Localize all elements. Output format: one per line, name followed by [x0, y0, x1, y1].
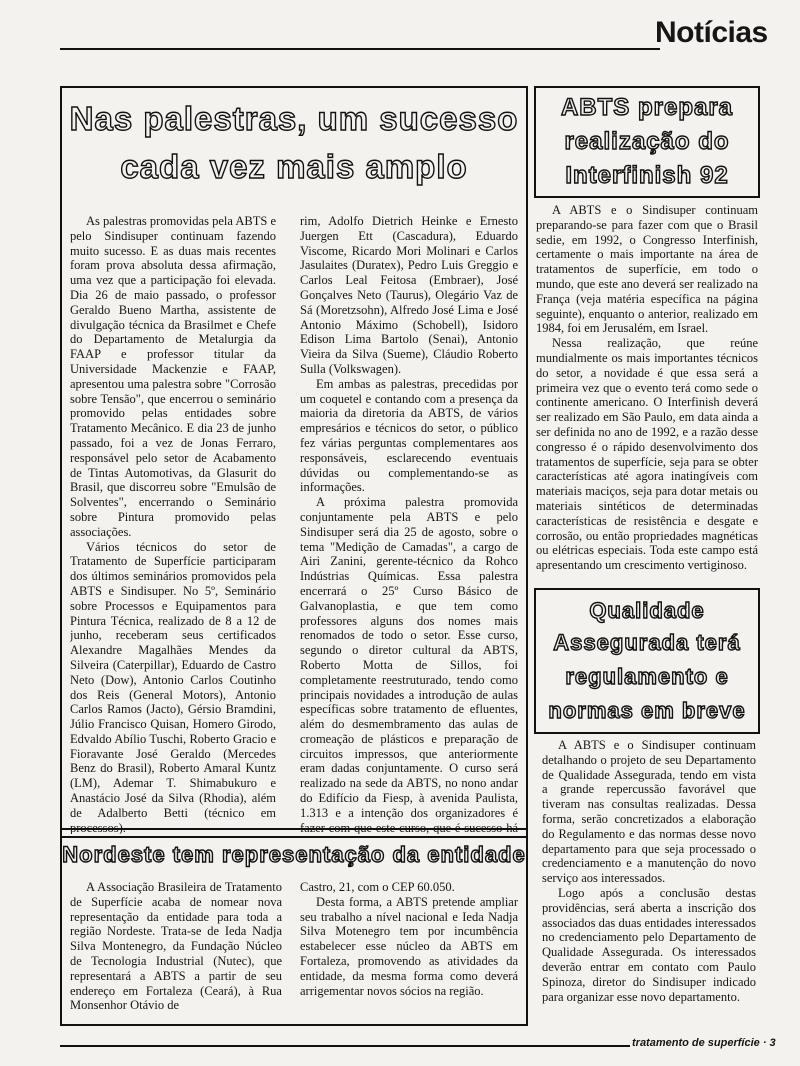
paragraph: Desta forma, a ABTS pretende ampliar seu trabalho a nível nacional e Ieda Nadja Silva Motenegro tem por incumbência estabelecer esse núcleo da ABTS em Fortaleza, promovendo as atividades da entidade, da mesma forma como deverá arrigementar novos sócios na região. — [300, 894, 518, 998]
palestras-title-line2: cada vez mais amplo — [120, 148, 468, 185]
interfinish-title-line3: Interfinish 92 — [565, 162, 729, 189]
interfinish-title-line2: realização do — [564, 128, 730, 155]
qualidade-title-line2: Assegurada terá — [553, 630, 741, 655]
qualidade-body — [542, 738, 756, 1028]
nordeste-title: Nordeste tem representação da entidade — [62, 842, 526, 867]
nordeste-column-2 — [300, 880, 518, 1020]
paragraph: Em ambas as palestras, precedidas por um coquetel e contando com a presença da maioria da diretoria da ABTS, de vários empresários e técnicos do setor, o público fez várias perguntas complementares aos responsáveis, esclarecendo eventuais dúvidas ou complementando-se as informações. — [300, 376, 518, 495]
paragraph: As palestras promovidas pela ABTS e pelo Sindisuper continuam fazendo muito sucesso. E as duas mais recentes foram prova absoluta dessa afirmação, uma vez que a participação foi elevada. Dia 26 de maio passado, o professor Geraldo Bueno Martha, assistente de divulgação técnica da Brasilmet e Chefe do Departamento de Metalurgia da FAAP e professor titular da Universidade Mackenzie e FAAP, apresentou uma palestra sobre "Corrosão sobre Tensão", que encerrou o seminário promovido pelas entidades sobre Tratamento Mecânico. E dia 23 de junho passado, foi a vez de Jonas Ferraro, responsável pelo setor de Acabamento de Tintas Automotivas, da Glasurit do Brasil, que discorreu sobre "Emulsão de Solventes", encerrando o Seminário sobre Pintura promovido pelas associações. — [70, 214, 276, 539]
interfinish-body — [536, 203, 758, 573]
paragraph: Vários técnicos do setor de Tratamento de Superfície participaram dos últimos seminários promovidos pela ABTS e Sindisuper. No 5º, Seminário sobre Processos e Equipamentos para Pintura Técnica, realizado de 8 a 12 de junho, receberam seus certificados Alexandre Magalhães Mendes da Silveira (Caterpillar), Eduardo de Castro Neto (Dow), Antonio Carlos Coutinho dos Reis (General Motors), Antonio Carlos Ramos (Jacto), Gérsio Bramdini, Júlio Francisco Quisan, Homero Girodo, Edvaldo Abílio Tuschi, Roberto Gracio e Fioravante José Geraldo (Mercedes Benz do Brasil), Roberto Amaral Kuntz (LM), Ademar T. Shimabukuro e Anastácio José da Silva (Rhodia), além de Adalberto Betti (técnico em processos). — [70, 539, 276, 834]
header-rule — [60, 48, 660, 50]
nordeste-column-1 — [70, 880, 282, 1020]
paragraph: Castro, 21, com o CEP 60.050. — [300, 880, 455, 894]
palestras-title-line1: Nas palestras, um sucesso — [69, 100, 519, 137]
paragraph: rim, Adolfo Dietrich Heinke e Ernesto Juergen Ett (Cascadura), Eduardo Viscome, Ricardo Mori Molinari e Carlos Jasulaites (Duratex), Pedro Luis Greggio e Carlos Leal Feitosa (Embraer), José Gonçalves Neto (Taurus), Olegário Vaz de Sá (Moretzsohn), Alfredo José Lima e José Antonio Máximo (Schobell), Isidoro Edison Lima Bartolo (Senai), Antonio Vieira da Silva (Sueme), Cláudio Roberto Sulla (Volkswagen). — [300, 214, 518, 376]
paragraph: A Associação Brasileira de Tratamento de Superfície acaba de nomear nova representação da entidade para toda a região Nordeste. Trata-se de Ieda Nadja Silva Montenegro, da Fundação Núcleo de Tecnologia Industrial (Nutec), que representará a ABTS a partir de seu endereço em Fortaleza (Ceará), à Rua Monsenhor Otávio de — [70, 880, 282, 1013]
paragraph: A ABTS e o Sindisuper continuam preparando-se para fazer com que o Brasil sedie, em 1992, o Congresso Interfinish, certamente o mais importante na área de tratamentos de superfície, em todo o mundo, que este ano deverá ser realizado na França (veja matéria específica na página seguinte), enquanto o anterior, realizado em 1984, foi em Jerusalém, em Israel. — [536, 203, 758, 336]
paragraph: Logo após a conclusão destas providências, será aberta a inscrição dos associados das duas entidades interessados no credenciamento pelo Departamento de Qualidade Assegurada. Os interessados deverão entrar em contato com Paulo Spinoza, diretor do Sindisuper indicado para organizar esse novo departamento. — [542, 885, 756, 1004]
paragraph: Nessa realização, que reúne mundialmente os mais importantes técnicos do setor, a novidade é que essa será a primeira vez que o evento terá como sede o continente americano. O Interfinish deverá ser realizado em São Paulo, em data ainda a ser definida no ano de 1992, e a razão desse congresso é o rápido desenvolvimento dos tratamentos de superfície, seja para se obter características até agora inatingíveis com materiais maciços, seja para dotar metais ou materiais sintéticos de determinadas características de resistência e desgate e corrosão, ou então propriedades magnéticas ou elétricas especiais. Toda este campo está apresentando um crescimento vertiginoso. — [536, 336, 758, 573]
qualidade-title-line4: normas em breve — [548, 698, 746, 723]
footer-text: tratamento de superfície · 3 — [632, 1037, 776, 1049]
palestras-column-1 — [70, 214, 276, 834]
interfinish-title-line1: ABTS prepara — [560, 94, 734, 121]
footer-rule — [60, 1045, 630, 1047]
qualidade-title-line1: Qualidade — [589, 598, 705, 623]
qualidade-title-line3: regulamento e — [565, 664, 729, 689]
palestras-column-2 — [300, 214, 518, 834]
paragraph: A ABTS e o Sindisuper continuam detalhando o projeto de seu Departamento de Qualidade Assegurada, tendo em vista a grande repercussão favorável que tiveram nas consultas realizadas. Dessa forma, serão concretizados a elaboração do Regulamento e das normas desse novo departamento para que seja processado o credenciamento e a manutenção do novo serviço aos interessados. — [542, 738, 756, 886]
section-label: Notícias — [655, 16, 768, 49]
paragraph: A próxima palestra promovida conjuntamente pela ABTS e pelo Sindisuper será dia 25 de agosto, sobre o tema "Medição de Camadas", a cargo de Airi Zanini, gerente-técnico da Rohco Indústrias Químicas. Essa palestra encerrará o 25º Curso Básico de Galvanoplastia, e que tem como professores alguns dos nomes mais renomados de todo o setor. Esse curso, segundo o diretor cultural da ABTS, Roberto Motta de Sillos, foi completamente reestruturado, tendo como principais novidades a introdução de aulas específicas sobre tratamento de efluentes, além do desmembramento das aulas de cromeação de plásticos e preparação de circuitos impressos, que anteriormente eram dadas conjuntamente. O curso será realizado na sede da ABTS, no nono andar do Edifício da Fiesp, à avenida Paulista, 1.313 e a intenção dos organizadores é fazer com que este curso, que é sucesso há — [300, 495, 518, 834]
